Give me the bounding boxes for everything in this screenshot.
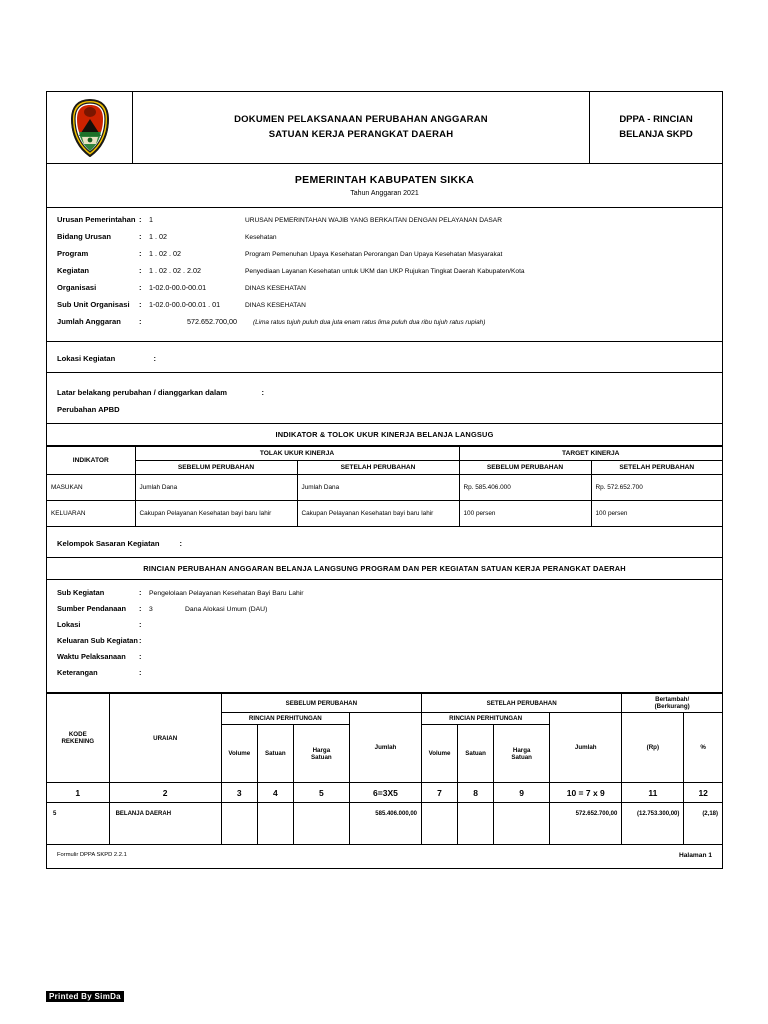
lokasi-kegiatan-colon: : bbox=[153, 354, 156, 363]
header-kode-line1: KODE bbox=[68, 731, 87, 738]
cell-target-setelah: Rp. 572.652.700 bbox=[591, 475, 722, 501]
header-harga-satuan-sebelum bbox=[293, 725, 349, 783]
cell-blank bbox=[684, 825, 722, 845]
field-label: Sumber Pendanaan bbox=[57, 604, 126, 613]
colnum-7: 7 bbox=[422, 783, 458, 803]
field-code: 1 bbox=[149, 215, 153, 224]
field-sub-unit-organisasi bbox=[47, 300, 722, 317]
form-type-line2: BELANJA SKPD bbox=[619, 128, 693, 140]
cell-blank bbox=[349, 825, 421, 845]
cell-blank bbox=[47, 825, 109, 845]
page-number: Halaman 1 bbox=[679, 852, 712, 859]
field-organisasi bbox=[47, 283, 722, 300]
field-kegiatan bbox=[47, 266, 722, 283]
colnum-10: 10 = 7 x 9 bbox=[550, 783, 622, 803]
field-label: Jumlah Anggaran bbox=[57, 317, 121, 326]
budget-column-number-row bbox=[47, 783, 722, 803]
colnum-5: 5 bbox=[293, 783, 349, 803]
field-description: DINAS KESEHATAN bbox=[245, 302, 306, 309]
field-colon: : bbox=[139, 636, 142, 645]
field-value: Pengelolaan Pelayanan Kesehatan Bayi Baru Lahir bbox=[149, 590, 304, 597]
table-row bbox=[47, 475, 722, 501]
colnum-9: 9 bbox=[494, 783, 550, 803]
header-rincian-perhitungan-setelah: RINCIAN PERHITUNGAN bbox=[422, 713, 550, 725]
field-colon: : bbox=[139, 668, 142, 677]
field-code: 1-02.0-00.0-00.01 bbox=[149, 283, 207, 292]
field-jumlah-anggaran bbox=[47, 317, 722, 334]
table-row bbox=[47, 501, 722, 527]
field-label: Bidang Urusan bbox=[57, 232, 112, 241]
government-name: PEMERINTAH KABUPATEN SIKKA bbox=[294, 174, 475, 186]
kelompok-sasaran-label: Kelompok Sasaran Kegiatan bbox=[57, 539, 160, 548]
header-target-setelah: SETELAH PERUBAHAN bbox=[591, 461, 722, 475]
sub-kegiatan-block bbox=[47, 580, 722, 693]
cell-blank bbox=[494, 825, 550, 845]
header-jumlah-setelah: Jumlah bbox=[550, 713, 622, 783]
jumlah-anggaran-terbilang: (Lima ratus tujuh puluh dua juta enam ratus lima puluh dua ribu tujuh ratus rupiah) bbox=[253, 319, 486, 326]
field-program bbox=[47, 249, 722, 266]
logo-cell bbox=[47, 92, 133, 163]
colnum-12: 12 bbox=[684, 783, 722, 803]
kelompok-sasaran-colon: : bbox=[179, 539, 182, 548]
header-kode-line2: REKENING bbox=[61, 738, 95, 745]
lokasi-kegiatan-band bbox=[47, 342, 722, 373]
cell-satuan-sebelum bbox=[257, 803, 293, 825]
field-description: Kesehatan bbox=[245, 234, 277, 241]
header-bertambah-berkurang bbox=[622, 694, 722, 713]
kelompok-sasaran-band bbox=[47, 527, 722, 558]
header-jumlah-sebelum: Jumlah bbox=[349, 713, 421, 783]
indicator-header-row-2 bbox=[47, 461, 722, 475]
header-volume-setelah: Volume bbox=[422, 725, 458, 783]
field-label: Organisasi bbox=[57, 283, 97, 292]
field-sub-kegiatan bbox=[47, 588, 722, 604]
header-harga-line1: Harga bbox=[312, 746, 331, 754]
field-label: Keterangan bbox=[57, 668, 98, 677]
table-row bbox=[47, 803, 722, 825]
field-colon: : bbox=[139, 266, 142, 275]
document-title-line2: SATUAN KERJA PERANGKAT DAERAH bbox=[268, 128, 454, 140]
header-tolak-ukur: TOLAK UKUR KINERJA bbox=[135, 447, 459, 461]
kabupaten-sikka-emblem-icon bbox=[70, 99, 110, 157]
latar-belakang-colon: : bbox=[261, 388, 264, 397]
document-title-line1: DOKUMEN PELAKSANAAN PERUBAHAN ANGGARAN bbox=[234, 114, 488, 126]
cell-target-setelah: 100 persen bbox=[591, 501, 722, 527]
header-indikator: INDIKATOR bbox=[47, 447, 135, 475]
cell-indikator: KELUARAN bbox=[47, 501, 135, 527]
cell-bertambah-rp: (12.753.300,00) bbox=[622, 803, 684, 825]
cell-volume-sebelum bbox=[221, 803, 257, 825]
cell-blank bbox=[422, 825, 458, 845]
field-colon: : bbox=[139, 604, 142, 613]
field-colon: : bbox=[139, 232, 142, 241]
dppa-document bbox=[46, 91, 723, 869]
colnum-8: 8 bbox=[458, 783, 494, 803]
cell-indikator: MASUKAN bbox=[47, 475, 135, 501]
field-number: 3 bbox=[149, 606, 153, 613]
field-colon: : bbox=[139, 249, 142, 258]
cell-blank bbox=[458, 825, 494, 845]
field-colon: : bbox=[139, 317, 142, 326]
field-colon: : bbox=[139, 652, 142, 661]
cell-harga-sebelum bbox=[293, 803, 349, 825]
cell-blank bbox=[221, 825, 257, 845]
rincian-section-title: RINCIAN PERUBAHAN ANGGARAN BELANJA LANGSUNG PROGRAM DAN PER KEGIATAN SATUAN KERJA PERANGKAT DAERAH bbox=[47, 558, 722, 580]
header-tolak-setelah: SETELAH PERUBAHAN bbox=[297, 461, 459, 475]
cell-satuan-setelah bbox=[458, 803, 494, 825]
header-setelah-perubahan: SETELAH PERUBAHAN bbox=[422, 694, 622, 713]
field-colon: : bbox=[139, 215, 142, 224]
colnum-11: 11 bbox=[622, 783, 684, 803]
budget-header-row-1 bbox=[47, 694, 722, 713]
field-description: DINAS KESEHATAN bbox=[245, 285, 306, 292]
header-satuan-sebelum: Satuan bbox=[257, 725, 293, 783]
header-volume-sebelum: Volume bbox=[221, 725, 257, 783]
cell-blank bbox=[622, 825, 684, 845]
cell-volume-setelah bbox=[422, 803, 458, 825]
header-harga-line1: Harga bbox=[512, 746, 531, 754]
header-tolak-sebelum: SEBELUM PERUBAHAN bbox=[135, 461, 297, 475]
latar-belakang-band bbox=[47, 373, 722, 424]
table-row-blank bbox=[47, 825, 722, 845]
field-waktu-pelaksanaan bbox=[47, 652, 722, 668]
colnum-2: 2 bbox=[109, 783, 221, 803]
latar-belakang-label: Latar belakang perubahan / dianggarkan dalam bbox=[57, 388, 228, 397]
field-label: Kegiatan bbox=[57, 266, 90, 275]
cell-jumlah-sebelum: 585.406.000,00 bbox=[349, 803, 421, 825]
field-colon: : bbox=[139, 588, 142, 597]
form-type-label bbox=[590, 92, 722, 163]
printed-by-watermark: Printed By SimDa bbox=[46, 991, 124, 1002]
field-label: Urusan Pemerintahan bbox=[57, 215, 136, 224]
field-value: Dana Alokasi Umum (DAU) bbox=[185, 606, 268, 613]
cell-harga-setelah bbox=[494, 803, 550, 825]
field-label: Program bbox=[57, 249, 89, 258]
cell-kode-rekening: 5 bbox=[47, 803, 109, 825]
cell-uraian: BELANJA DAERAH bbox=[109, 803, 221, 825]
header-bertambah-line2: (Berkurang) bbox=[654, 703, 690, 710]
field-description: Program Pemenuhan Upaya Kesehatan Perorangan Dan Upaya Kesehatan Masyarakat bbox=[245, 251, 503, 258]
header-satuan-setelah: Satuan bbox=[458, 725, 494, 783]
header-uraian: URAIAN bbox=[109, 694, 221, 783]
field-code: 1-02.0-00.0-00.01 . 01 bbox=[149, 300, 221, 309]
field-label: Lokasi bbox=[57, 620, 81, 629]
form-type-line1: DPPA - RINCIAN bbox=[619, 114, 693, 126]
field-code: 1 . 02 bbox=[149, 232, 167, 241]
latar-belakang-label-2: Perubahan APBD bbox=[57, 405, 120, 414]
cell-tolak-sebelum: Jumlah Dana bbox=[135, 475, 297, 501]
cell-blank bbox=[550, 825, 622, 845]
cell-bertambah-pct: (2,18) bbox=[684, 803, 722, 825]
field-sumber-pendanaan bbox=[47, 604, 722, 620]
document-header bbox=[47, 92, 722, 164]
field-colon: : bbox=[139, 283, 142, 292]
cell-blank bbox=[293, 825, 349, 845]
cell-tolak-setelah: Cakupan Pelayanan Kesehatan bayi baru lahir bbox=[297, 501, 459, 527]
header-bertambah-rp: (Rp) bbox=[622, 713, 684, 783]
header-harga-line2: Satuan bbox=[311, 753, 332, 761]
field-keluaran-sub-kegiatan bbox=[47, 636, 722, 652]
colnum-6: 6=3X5 bbox=[349, 783, 421, 803]
header-rincian-perhitungan-sebelum: RINCIAN PERHITUNGAN bbox=[221, 713, 349, 725]
form-code: Formulir DPPA SKPD 2.2.1 bbox=[57, 852, 127, 858]
field-code: 1 . 02 . 02 bbox=[149, 249, 181, 258]
fiscal-year: Tahun Anggaran 2021 bbox=[350, 190, 419, 197]
document-footer bbox=[47, 845, 722, 868]
field-bidang-urusan bbox=[47, 232, 722, 249]
header-sebelum-perubahan: SEBELUM PERUBAHAN bbox=[221, 694, 421, 713]
field-label: Keluaran Sub Kegiatan bbox=[57, 636, 138, 645]
header-bertambah-pct: % bbox=[684, 713, 722, 783]
government-band bbox=[47, 164, 722, 208]
cell-blank bbox=[109, 825, 221, 845]
field-description: Penyediaan Layanan Kesehatan untuk UKM dan UKP Rujukan Tingkat Daerah Kabupaten/Kota bbox=[245, 268, 525, 275]
field-lokasi bbox=[47, 620, 722, 636]
document-title bbox=[133, 92, 590, 163]
field-urusan-pemerintahan bbox=[47, 215, 722, 232]
field-colon: : bbox=[139, 620, 142, 629]
cell-blank bbox=[257, 825, 293, 845]
indicator-table bbox=[47, 446, 722, 527]
jumlah-anggaran-amount: 572.652.700,00 bbox=[187, 317, 237, 326]
header-harga-line2: Satuan bbox=[511, 753, 532, 761]
cell-jumlah-setelah: 572.652.700,00 bbox=[550, 803, 622, 825]
cell-tolak-sebelum: Cakupan Pelayanan Kesehatan bayi baru lahir bbox=[135, 501, 297, 527]
colnum-3: 3 bbox=[221, 783, 257, 803]
field-code: 1 . 02 . 02 . 2.02 bbox=[149, 266, 201, 275]
field-label: Sub Unit Organisasi bbox=[57, 300, 130, 309]
cell-tolak-setelah: Jumlah Dana bbox=[297, 475, 459, 501]
colnum-1: 1 bbox=[47, 783, 109, 803]
header-target-kinerja: TARGET KINERJA bbox=[459, 447, 722, 461]
lokasi-kegiatan-label: Lokasi Kegiatan bbox=[57, 354, 116, 363]
colnum-4: 4 bbox=[257, 783, 293, 803]
field-label: Waktu Pelaksanaan bbox=[57, 652, 126, 661]
header-bertambah-line1: Bertambah/ bbox=[655, 696, 690, 703]
indicator-header-row-1 bbox=[47, 447, 722, 461]
field-description: URUSAN PEMERINTAHAN WAJIB YANG BERKAITAN DENGAN PELAYANAN DASAR bbox=[245, 217, 502, 224]
header-target-sebelum: SEBELUM PERUBAHAN bbox=[459, 461, 591, 475]
budget-table bbox=[47, 693, 722, 845]
identification-block bbox=[47, 208, 722, 342]
field-label: Sub Kegiatan bbox=[57, 588, 105, 597]
field-colon: : bbox=[139, 300, 142, 309]
field-keterangan bbox=[47, 668, 722, 684]
header-kode-rekening bbox=[47, 694, 109, 783]
cell-target-sebelum: Rp. 585.406.000 bbox=[459, 475, 591, 501]
indikator-section-title: INDIKATOR & TOLOK UKUR KINERJA BELANJA LANGSUG bbox=[47, 424, 722, 446]
header-harga-satuan-setelah bbox=[494, 725, 550, 783]
cell-target-sebelum: 100 persen bbox=[459, 501, 591, 527]
